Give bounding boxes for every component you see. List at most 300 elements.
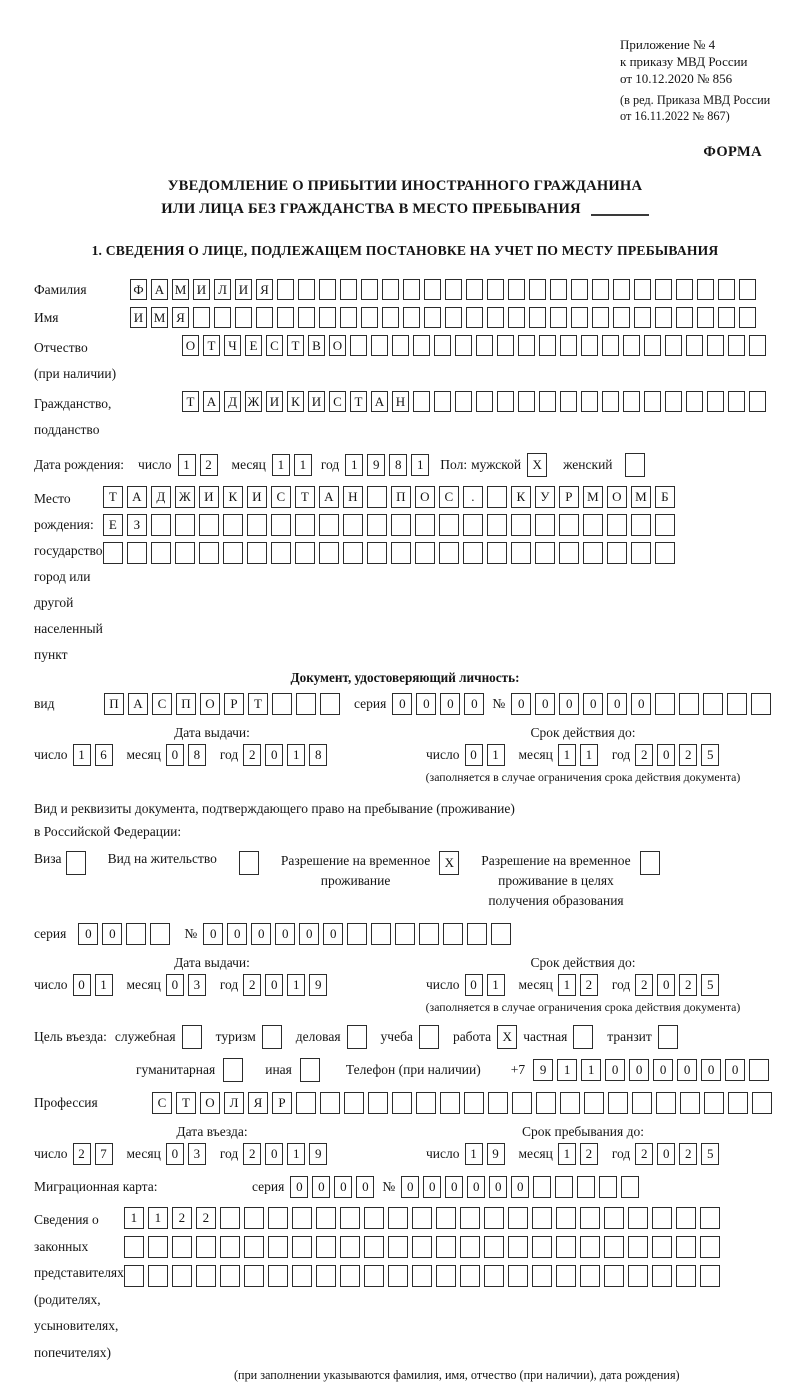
char-cell[interactable]	[581, 391, 598, 412]
char-cell[interactable]	[271, 542, 291, 564]
char-cell[interactable]	[455, 335, 472, 356]
char-cell[interactable]	[665, 391, 682, 412]
char-cell[interactable]	[193, 307, 210, 328]
char-cell[interactable]: Я	[248, 1092, 268, 1114]
char-cell[interactable]	[392, 335, 409, 356]
char-cell[interactable]	[340, 307, 357, 328]
char-cell[interactable]: 1	[557, 1059, 577, 1081]
char-cell[interactable]	[623, 391, 640, 412]
char-cell[interactable]	[631, 542, 651, 564]
char-cell[interactable]: А	[151, 279, 168, 300]
char-cell[interactable]: К	[287, 391, 304, 412]
char-cell[interactable]	[608, 1092, 628, 1114]
char-cell[interactable]	[686, 335, 703, 356]
char-cell[interactable]	[529, 307, 546, 328]
char-cell[interactable]	[256, 307, 273, 328]
char-cell[interactable]: Т	[203, 335, 220, 356]
char-cell[interactable]	[371, 923, 391, 945]
char-cell[interactable]: А	[203, 391, 220, 412]
char-cell[interactable]	[556, 1265, 576, 1287]
char-cell[interactable]	[487, 307, 504, 328]
char-cell[interactable]	[151, 514, 171, 536]
char-cell[interactable]: 8	[188, 744, 206, 766]
char-cell[interactable]	[340, 1265, 360, 1287]
char-cell[interactable]	[244, 1207, 264, 1229]
char-cell[interactable]	[413, 391, 430, 412]
char-cell[interactable]: 0	[166, 974, 184, 996]
char-cell[interactable]	[604, 1236, 624, 1258]
char-cell[interactable]	[247, 514, 267, 536]
char-cell[interactable]	[484, 1265, 504, 1287]
char-cell[interactable]: И	[193, 279, 210, 300]
char-cell[interactable]	[391, 542, 411, 564]
char-cell[interactable]	[364, 1207, 384, 1229]
char-cell[interactable]: 8	[309, 744, 327, 766]
char-cell[interactable]	[556, 1207, 576, 1229]
legal-reps-row2-cells[interactable]	[124, 1236, 720, 1258]
char-cell[interactable]: Р	[224, 693, 244, 715]
char-cell[interactable]	[512, 1092, 532, 1114]
char-cell[interactable]	[434, 391, 451, 412]
char-cell[interactable]: 1	[558, 1143, 576, 1165]
char-cell[interactable]	[361, 307, 378, 328]
char-cell[interactable]	[491, 923, 511, 945]
char-cell[interactable]: 1	[580, 744, 598, 766]
char-cell[interactable]	[175, 514, 195, 536]
char-cell[interactable]: Т	[103, 486, 123, 508]
char-cell[interactable]	[182, 1025, 202, 1049]
char-cell[interactable]	[150, 923, 170, 945]
char-cell[interactable]	[148, 1236, 168, 1258]
char-cell[interactable]	[382, 307, 399, 328]
char-cell[interactable]	[413, 335, 430, 356]
birth-day-cells[interactable]	[178, 454, 218, 476]
char-cell[interactable]: 5	[701, 744, 719, 766]
char-cell[interactable]: 1	[95, 974, 113, 996]
char-cell[interactable]	[584, 1092, 604, 1114]
char-cell[interactable]	[368, 1092, 388, 1114]
char-cell[interactable]	[124, 1265, 144, 1287]
char-cell[interactable]	[364, 1236, 384, 1258]
char-cell[interactable]: 1	[294, 454, 312, 476]
char-cell[interactable]	[752, 1092, 772, 1114]
char-cell[interactable]: 1	[581, 1059, 601, 1081]
char-cell[interactable]: 2	[580, 1143, 598, 1165]
char-cell[interactable]	[718, 279, 735, 300]
stay-month-cells[interactable]	[558, 1143, 598, 1165]
doc-kind-cells[interactable]	[104, 693, 340, 715]
citizenship-cells[interactable]	[182, 391, 766, 412]
char-cell[interactable]: 2	[635, 1143, 653, 1165]
char-cell[interactable]: 0	[102, 923, 122, 945]
doc-series-cells[interactable]	[392, 693, 484, 715]
char-cell[interactable]: О	[415, 486, 435, 508]
char-cell[interactable]	[455, 391, 472, 412]
char-cell[interactable]	[628, 1236, 648, 1258]
char-cell[interactable]: 1	[178, 454, 196, 476]
char-cell[interactable]: 0	[265, 1143, 283, 1165]
birth-place-row3-cells[interactable]	[103, 542, 675, 564]
char-cell[interactable]: Е	[245, 335, 262, 356]
char-cell[interactable]: Ж	[175, 486, 195, 508]
char-cell[interactable]	[292, 1236, 312, 1258]
char-cell[interactable]: Е	[103, 514, 123, 536]
char-cell[interactable]: Л	[224, 1092, 244, 1114]
purpose-official-checkbox[interactable]	[182, 1025, 202, 1049]
char-cell[interactable]	[488, 1092, 508, 1114]
char-cell[interactable]	[466, 307, 483, 328]
char-cell[interactable]: 2	[196, 1207, 216, 1229]
stay-day-cells[interactable]	[465, 1143, 505, 1165]
char-cell[interactable]: А	[319, 486, 339, 508]
char-cell[interactable]: 0	[511, 1176, 529, 1198]
char-cell[interactable]: 0	[629, 1059, 649, 1081]
char-cell[interactable]	[415, 542, 435, 564]
char-cell[interactable]	[555, 1176, 573, 1198]
char-cell[interactable]: П	[176, 693, 196, 715]
char-cell[interactable]	[728, 391, 745, 412]
char-cell[interactable]	[751, 693, 771, 715]
char-cell[interactable]	[319, 307, 336, 328]
char-cell[interactable]: 0	[511, 693, 531, 715]
char-cell[interactable]: К	[223, 486, 243, 508]
char-cell[interactable]	[436, 1207, 456, 1229]
char-cell[interactable]	[607, 542, 627, 564]
char-cell[interactable]: 0	[440, 693, 460, 715]
char-cell[interactable]	[416, 1092, 436, 1114]
char-cell[interactable]: Т	[182, 391, 199, 412]
char-cell[interactable]	[220, 1207, 240, 1229]
char-cell[interactable]	[676, 1265, 696, 1287]
residence-permit-checkbox[interactable]	[239, 851, 259, 875]
char-cell[interactable]	[539, 335, 556, 356]
char-cell[interactable]	[361, 279, 378, 300]
char-cell[interactable]	[436, 1265, 456, 1287]
char-cell[interactable]	[484, 1207, 504, 1229]
char-cell[interactable]: И	[235, 279, 252, 300]
char-cell[interactable]	[628, 1207, 648, 1229]
char-cell[interactable]	[532, 1207, 552, 1229]
char-cell[interactable]	[676, 279, 693, 300]
visa-checkbox[interactable]	[66, 851, 86, 875]
char-cell[interactable]: 0	[166, 1143, 184, 1165]
char-cell[interactable]	[728, 335, 745, 356]
char-cell[interactable]	[319, 279, 336, 300]
char-cell[interactable]	[592, 279, 609, 300]
migration-series-cells[interactable]	[290, 1176, 374, 1198]
purpose-private-checkbox[interactable]	[573, 1025, 593, 1049]
doc-valid-year-cells[interactable]	[635, 744, 719, 766]
char-cell[interactable]	[320, 1092, 340, 1114]
char-cell[interactable]	[460, 1207, 480, 1229]
entry-month-cells[interactable]	[166, 1143, 206, 1165]
char-cell[interactable]: 0	[465, 744, 483, 766]
char-cell[interactable]: Я	[256, 279, 273, 300]
char-cell[interactable]	[580, 1236, 600, 1258]
char-cell[interactable]	[196, 1265, 216, 1287]
char-cell[interactable]	[463, 514, 483, 536]
char-cell[interactable]	[697, 279, 714, 300]
char-cell[interactable]: 0	[583, 693, 603, 715]
char-cell[interactable]: 7	[95, 1143, 113, 1165]
char-cell[interactable]	[655, 542, 675, 564]
char-cell[interactable]	[340, 1236, 360, 1258]
gender-male-checkbox[interactable]	[527, 453, 547, 477]
patronymic-cells[interactable]	[182, 335, 766, 356]
char-cell[interactable]	[434, 335, 451, 356]
char-cell[interactable]	[466, 279, 483, 300]
char-cell[interactable]	[580, 1207, 600, 1229]
char-cell[interactable]: О	[200, 693, 220, 715]
residence-issue-day-cells[interactable]	[73, 974, 113, 996]
char-cell[interactable]	[532, 1265, 552, 1287]
char-cell[interactable]	[320, 693, 340, 715]
char-cell[interactable]	[631, 514, 651, 536]
char-cell[interactable]	[316, 1207, 336, 1229]
char-cell[interactable]	[580, 1265, 600, 1287]
char-cell[interactable]: 5	[701, 1143, 719, 1165]
temp-residence-edu-checkbox[interactable]	[640, 851, 660, 875]
residence-valid-month-cells[interactable]	[558, 974, 598, 996]
doc-number-cells[interactable]	[511, 693, 771, 715]
char-cell[interactable]	[680, 1092, 700, 1114]
char-cell[interactable]	[560, 391, 577, 412]
char-cell[interactable]	[262, 1025, 282, 1049]
char-cell[interactable]: А	[127, 486, 147, 508]
char-cell[interactable]	[739, 307, 756, 328]
char-cell[interactable]	[497, 391, 514, 412]
char-cell[interactable]: 9	[309, 1143, 327, 1165]
char-cell[interactable]: И	[308, 391, 325, 412]
char-cell[interactable]: 0	[334, 1176, 352, 1198]
birth-month-cells[interactable]	[272, 454, 312, 476]
char-cell[interactable]: 1	[148, 1207, 168, 1229]
char-cell[interactable]	[412, 1207, 432, 1229]
char-cell[interactable]	[484, 1236, 504, 1258]
char-cell[interactable]	[508, 1236, 528, 1258]
char-cell[interactable]	[707, 335, 724, 356]
entry-day-cells[interactable]	[73, 1143, 113, 1165]
char-cell[interactable]: Я	[172, 307, 189, 328]
birth-place-row2-cells[interactable]	[103, 514, 675, 536]
char-cell[interactable]: У	[535, 486, 555, 508]
char-cell[interactable]	[419, 1025, 439, 1049]
char-cell[interactable]	[388, 1236, 408, 1258]
char-cell[interactable]: 0	[265, 974, 283, 996]
char-cell[interactable]	[292, 1207, 312, 1229]
char-cell[interactable]	[583, 514, 603, 536]
char-cell[interactable]	[508, 307, 525, 328]
char-cell[interactable]	[371, 335, 388, 356]
char-cell[interactable]: 0	[701, 1059, 721, 1081]
char-cell[interactable]	[235, 307, 252, 328]
char-cell[interactable]: М	[151, 307, 168, 328]
char-cell[interactable]	[604, 1265, 624, 1287]
char-cell[interactable]	[487, 542, 507, 564]
char-cell[interactable]	[223, 542, 243, 564]
char-cell[interactable]: И	[266, 391, 283, 412]
char-cell[interactable]: К	[511, 486, 531, 508]
char-cell[interactable]	[272, 693, 292, 715]
char-cell[interactable]: Н	[392, 391, 409, 412]
char-cell[interactable]: М	[631, 486, 651, 508]
char-cell[interactable]	[445, 307, 462, 328]
char-cell[interactable]	[640, 851, 660, 875]
gender-female-checkbox[interactable]	[625, 453, 645, 477]
char-cell[interactable]	[518, 335, 535, 356]
char-cell[interactable]: 0	[299, 923, 319, 945]
char-cell[interactable]: 0	[607, 693, 627, 715]
char-cell[interactable]	[316, 1236, 336, 1258]
char-cell[interactable]: Ж	[245, 391, 262, 412]
char-cell[interactable]	[632, 1092, 652, 1114]
char-cell[interactable]	[103, 542, 123, 564]
char-cell[interactable]	[599, 1176, 617, 1198]
char-cell[interactable]	[296, 693, 316, 715]
char-cell[interactable]: И	[199, 486, 219, 508]
char-cell[interactable]: 0	[445, 1176, 463, 1198]
char-cell[interactable]	[487, 486, 507, 508]
char-cell[interactable]	[508, 1207, 528, 1229]
char-cell[interactable]: Л	[214, 279, 231, 300]
char-cell[interactable]	[344, 1092, 364, 1114]
char-cell[interactable]: 5	[701, 974, 719, 996]
char-cell[interactable]: 2	[243, 1143, 261, 1165]
char-cell[interactable]	[343, 514, 363, 536]
char-cell[interactable]	[656, 1092, 676, 1114]
char-cell[interactable]: .	[463, 486, 483, 508]
char-cell[interactable]: 9	[533, 1059, 553, 1081]
char-cell[interactable]	[573, 1025, 593, 1049]
char-cell[interactable]	[602, 335, 619, 356]
char-cell[interactable]	[727, 693, 747, 715]
char-cell[interactable]	[460, 1265, 480, 1287]
char-cell[interactable]	[443, 923, 463, 945]
char-cell[interactable]	[220, 1265, 240, 1287]
char-cell[interactable]	[127, 542, 147, 564]
char-cell[interactable]	[277, 307, 294, 328]
char-cell[interactable]	[223, 1058, 243, 1082]
char-cell[interactable]	[686, 391, 703, 412]
char-cell[interactable]	[679, 693, 699, 715]
char-cell[interactable]	[220, 1236, 240, 1258]
char-cell[interactable]	[539, 391, 556, 412]
char-cell[interactable]	[700, 1236, 720, 1258]
char-cell[interactable]: Ч	[224, 335, 241, 356]
char-cell[interactable]: 0	[465, 974, 483, 996]
char-cell[interactable]	[511, 514, 531, 536]
char-cell[interactable]: 2	[243, 744, 261, 766]
char-cell[interactable]	[556, 1236, 576, 1258]
residence-series-cells[interactable]	[78, 923, 170, 945]
char-cell[interactable]: 0	[423, 1176, 441, 1198]
char-cell[interactable]: Р	[272, 1092, 292, 1114]
char-cell[interactable]	[214, 307, 231, 328]
char-cell[interactable]	[560, 1092, 580, 1114]
char-cell[interactable]: 2	[172, 1207, 192, 1229]
char-cell[interactable]	[749, 391, 766, 412]
char-cell[interactable]: 3	[188, 974, 206, 996]
char-cell[interactable]	[749, 1059, 769, 1081]
char-cell[interactable]	[655, 279, 672, 300]
char-cell[interactable]: 0	[265, 744, 283, 766]
char-cell[interactable]: М	[172, 279, 189, 300]
char-cell[interactable]	[295, 542, 315, 564]
char-cell[interactable]: 0	[677, 1059, 697, 1081]
profession-cells[interactable]	[152, 1092, 772, 1114]
char-cell[interactable]: 2	[635, 744, 653, 766]
char-cell[interactable]	[199, 542, 219, 564]
char-cell[interactable]	[172, 1236, 192, 1258]
char-cell[interactable]: 0	[657, 1143, 675, 1165]
char-cell[interactable]	[319, 542, 339, 564]
char-cell[interactable]: 0	[275, 923, 295, 945]
char-cell[interactable]	[533, 1176, 551, 1198]
doc-issue-year-cells[interactable]	[243, 744, 327, 766]
char-cell[interactable]	[124, 1236, 144, 1258]
char-cell[interactable]	[634, 279, 651, 300]
char-cell[interactable]: О	[182, 335, 199, 356]
char-cell[interactable]	[412, 1236, 432, 1258]
char-cell[interactable]: С	[152, 1092, 172, 1114]
char-cell[interactable]: Б	[655, 486, 675, 508]
char-cell[interactable]: 2	[679, 744, 697, 766]
char-cell[interactable]	[623, 335, 640, 356]
char-cell[interactable]	[172, 1265, 192, 1287]
legal-reps-row3-cells[interactable]	[124, 1265, 720, 1287]
char-cell[interactable]	[655, 514, 675, 536]
char-cell[interactable]: 2	[243, 974, 261, 996]
char-cell[interactable]: 0	[416, 693, 436, 715]
char-cell[interactable]	[704, 1092, 724, 1114]
char-cell[interactable]	[655, 307, 672, 328]
char-cell[interactable]: 1	[411, 454, 429, 476]
char-cell[interactable]	[550, 307, 567, 328]
char-cell[interactable]	[388, 1207, 408, 1229]
entry-year-cells[interactable]	[243, 1143, 327, 1165]
char-cell[interactable]: 0	[605, 1059, 625, 1081]
char-cell[interactable]: С	[152, 693, 172, 715]
char-cell[interactable]: X	[527, 453, 547, 477]
char-cell[interactable]	[634, 307, 651, 328]
firstname-cells[interactable]	[130, 307, 756, 328]
char-cell[interactable]: 1	[287, 744, 305, 766]
char-cell[interactable]	[467, 923, 487, 945]
char-cell[interactable]: М	[583, 486, 603, 508]
char-cell[interactable]: 9	[367, 454, 385, 476]
char-cell[interactable]	[476, 335, 493, 356]
char-cell[interactable]: В	[308, 335, 325, 356]
char-cell[interactable]	[550, 279, 567, 300]
char-cell[interactable]	[347, 923, 367, 945]
char-cell[interactable]	[644, 391, 661, 412]
char-cell[interactable]: О	[329, 335, 346, 356]
purpose-work-checkbox[interactable]	[497, 1025, 517, 1049]
char-cell[interactable]	[652, 1265, 672, 1287]
char-cell[interactable]	[652, 1207, 672, 1229]
char-cell[interactable]: Т	[295, 486, 315, 508]
char-cell[interactable]	[412, 1265, 432, 1287]
char-cell[interactable]	[460, 1236, 480, 1258]
char-cell[interactable]: Ф	[130, 279, 147, 300]
char-cell[interactable]	[247, 542, 267, 564]
char-cell[interactable]	[652, 1236, 672, 1258]
char-cell[interactable]: 0	[392, 693, 412, 715]
char-cell[interactable]	[625, 453, 645, 477]
char-cell[interactable]: 3	[188, 1143, 206, 1165]
doc-valid-day-cells[interactable]	[465, 744, 505, 766]
char-cell[interactable]: Т	[287, 335, 304, 356]
